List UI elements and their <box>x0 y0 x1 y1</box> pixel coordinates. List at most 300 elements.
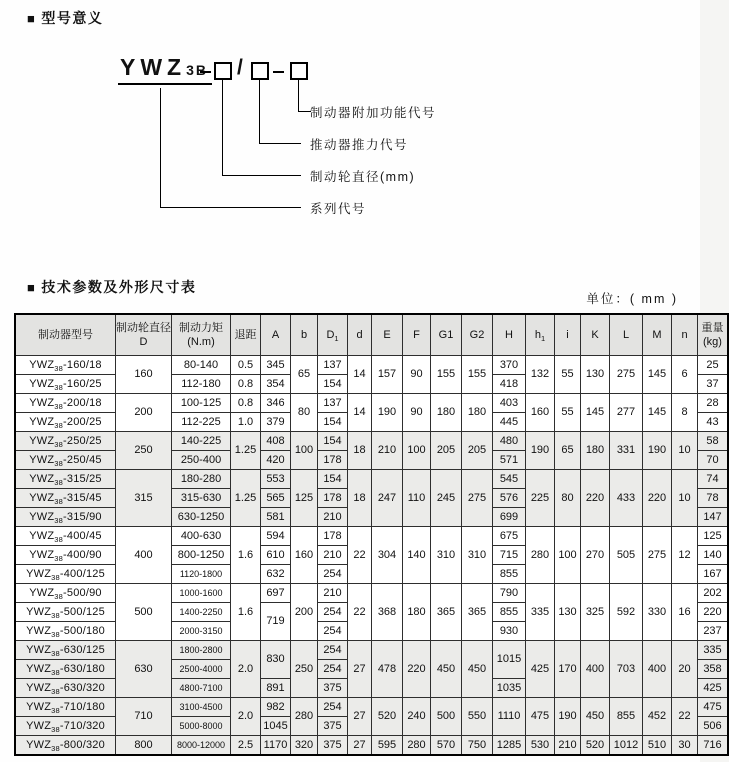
value-cell: 450 <box>431 641 462 698</box>
col-header: 制动力矩 (N.m) <box>172 314 231 356</box>
value-cell: 25 <box>698 356 729 375</box>
value-cell: 210 <box>318 508 348 527</box>
value-cell: 703 <box>610 641 643 698</box>
value-cell: 610 <box>261 546 291 565</box>
value-cell: 2.0 <box>231 698 261 736</box>
value-cell: 10 <box>672 470 698 527</box>
value-cell: 1285 <box>493 736 526 756</box>
diagram-label-thrust-code: 推动器推力代号 <box>310 138 409 152</box>
value-cell: 750 <box>462 736 493 756</box>
value-cell: 65 <box>555 432 581 470</box>
value-cell: 452 <box>643 698 672 736</box>
value-cell: 220 <box>643 470 672 527</box>
value-cell: 100 <box>555 527 581 584</box>
col-header: A <box>261 314 291 356</box>
value-cell: 450 <box>581 698 610 736</box>
value-cell: 250 <box>116 432 172 470</box>
value-cell: 675 <box>493 527 526 546</box>
value-cell: 400 <box>643 641 672 698</box>
value-cell: 697 <box>261 584 291 603</box>
value-cell: 699 <box>493 508 526 527</box>
value-cell: 147 <box>698 508 729 527</box>
value-cell: 370 <box>493 356 526 375</box>
col-header: 制动器型号 <box>15 314 116 356</box>
value-cell: 247 <box>372 470 403 527</box>
value-cell: 592 <box>610 584 643 641</box>
value-cell: 8000-12000 <box>172 736 231 756</box>
value-cell: 155 <box>462 356 493 394</box>
value-cell: 275 <box>610 356 643 394</box>
value-cell: 90 <box>403 356 431 394</box>
value-cell: 1.0 <box>231 413 261 432</box>
value-cell: 280 <box>526 527 555 584</box>
value-cell: 254 <box>318 698 348 717</box>
value-cell: 630-1250 <box>172 508 231 527</box>
model-cell: $YWZ_{38}-500/180$ <box>15 622 116 641</box>
value-cell: 190 <box>643 432 672 470</box>
value-cell: 315-630 <box>172 489 231 508</box>
value-cell: 154 <box>318 470 348 489</box>
table-row <box>15 641 728 660</box>
value-cell: 254 <box>318 660 348 679</box>
value-cell: 190 <box>555 698 581 736</box>
value-cell: 55 <box>555 356 581 394</box>
col-header: $D_1$ <box>318 314 348 356</box>
value-cell: 16 <box>672 584 698 641</box>
value-cell: 1110 <box>493 698 526 736</box>
value-cell: 2000-3150 <box>172 622 231 641</box>
model-cell: $YWZ_{38}-315/90$ <box>15 508 116 527</box>
value-cell: 375 <box>318 717 348 736</box>
value-cell: 280 <box>403 736 431 756</box>
value-cell: 254 <box>318 603 348 622</box>
model-cell: $YWZ_{38}-710/320$ <box>15 717 116 736</box>
model-cell: $YWZ_{38}-400/125$ <box>15 565 116 584</box>
value-cell: 433 <box>610 470 643 527</box>
value-cell: 28 <box>698 394 729 413</box>
model-cell: $YWZ_{38}-315/25$ <box>15 470 116 489</box>
value-cell: 205 <box>431 432 462 470</box>
value-cell: 1170 <box>261 736 291 756</box>
value-cell: 27 <box>348 698 372 736</box>
code-box-diameter <box>214 62 232 80</box>
model-cell: $YWZ_{38}-400/45$ <box>15 527 116 546</box>
value-cell: 716 <box>698 736 729 756</box>
col-header: $h_1$ <box>526 314 555 356</box>
value-cell: 12 <box>672 527 698 584</box>
model-cell: $YWZ_{38}-800/320$ <box>15 736 116 756</box>
value-cell: 2500-4000 <box>172 660 231 679</box>
col-header: G1 <box>431 314 462 356</box>
value-cell: 58 <box>698 432 729 451</box>
value-cell: 14 <box>348 356 372 394</box>
value-cell: 100-125 <box>172 394 231 413</box>
square-bullet-icon: ■ <box>27 280 37 295</box>
value-cell: 400-630 <box>172 527 231 546</box>
value-cell: 14 <box>348 394 372 432</box>
value-cell: 310 <box>462 527 493 584</box>
value-cell: 80 <box>555 470 581 527</box>
value-cell: 505 <box>610 527 643 584</box>
value-cell: 154 <box>318 432 348 451</box>
value-cell: 365 <box>462 584 493 641</box>
value-cell: 632 <box>261 565 291 584</box>
model-series-suffix: 3B <box>186 62 209 78</box>
value-cell: 1000-1600 <box>172 584 231 603</box>
value-cell: 855 <box>493 565 526 584</box>
value-cell: 190 <box>372 394 403 432</box>
col-header: K <box>581 314 610 356</box>
code-box-thrust <box>251 62 269 80</box>
section-title-spec-table <box>27 277 196 297</box>
value-cell: 167 <box>698 565 729 584</box>
value-cell: 310 <box>431 527 462 584</box>
value-cell: 55 <box>555 394 581 432</box>
value-cell: 8 <box>672 394 698 432</box>
value-cell: 500 <box>431 698 462 736</box>
value-cell: 65 <box>291 356 318 394</box>
value-cell: 220 <box>581 470 610 527</box>
value-cell: 790 <box>493 584 526 603</box>
col-header: M <box>643 314 672 356</box>
value-cell: 530 <box>526 736 555 756</box>
value-cell: 154 <box>318 375 348 394</box>
value-cell: 325 <box>581 584 610 641</box>
value-cell: 140 <box>698 546 729 565</box>
model-cell: $YWZ_{38}-160/18$ <box>15 356 116 375</box>
value-cell: 160 <box>526 394 555 432</box>
value-cell: 254 <box>318 641 348 660</box>
value-cell: 445 <box>493 413 526 432</box>
dash-line <box>273 71 284 73</box>
value-cell: 553 <box>261 470 291 489</box>
header-row <box>15 314 728 356</box>
value-cell: 180-280 <box>172 470 231 489</box>
value-cell: 112-180 <box>172 375 231 394</box>
value-cell: 27 <box>348 641 372 698</box>
code-box-function <box>290 62 308 80</box>
col-header: L <box>610 314 643 356</box>
section-title-text: 型号意义 <box>41 10 104 26</box>
value-cell: 245 <box>431 470 462 527</box>
value-cell: 335 <box>698 641 729 660</box>
value-cell: 130 <box>555 584 581 641</box>
value-cell: 335 <box>526 584 555 641</box>
value-cell: 375 <box>318 679 348 698</box>
model-code-text <box>118 54 212 85</box>
model-cell: $YWZ_{38}-250/45$ <box>15 451 116 470</box>
value-cell: 630 <box>116 641 172 698</box>
model-cell: $YWZ_{38}-630/125$ <box>15 641 116 660</box>
value-cell: 1015 <box>493 641 526 679</box>
value-cell: 137 <box>318 356 348 375</box>
diagram-label-wheel-diameter: 制动轮直径(mm) <box>310 170 416 184</box>
value-cell: 18 <box>348 432 372 470</box>
value-cell: 74 <box>698 470 729 489</box>
value-cell: 1800-2800 <box>172 641 231 660</box>
value-cell: 5000-8000 <box>172 717 231 736</box>
value-cell: 800-1250 <box>172 546 231 565</box>
model-series-text: YWZ <box>120 54 187 80</box>
table-row <box>15 432 728 451</box>
slash-separator: / <box>237 56 243 79</box>
value-cell: 10 <box>672 432 698 470</box>
value-cell: 130 <box>581 356 610 394</box>
col-header: b <box>291 314 318 356</box>
value-cell: 275 <box>462 470 493 527</box>
model-cell: $YWZ_{38}-710/180$ <box>15 698 116 717</box>
value-cell: 358 <box>698 660 729 679</box>
value-cell: 475 <box>526 698 555 736</box>
value-cell: 500 <box>116 584 172 641</box>
value-cell: 43 <box>698 413 729 432</box>
value-cell: 450 <box>462 641 493 698</box>
model-cell: $YWZ_{38}-200/18$ <box>15 394 116 413</box>
table-row <box>15 356 728 375</box>
value-cell: 18 <box>348 470 372 527</box>
value-cell: 1.25 <box>231 470 261 527</box>
unit-label: 单位：( mm ) <box>586 292 678 306</box>
dash-line <box>200 71 211 73</box>
value-cell: 0.8 <box>231 394 261 413</box>
value-cell: 155 <box>431 356 462 394</box>
value-cell: 891 <box>261 679 291 698</box>
model-cell: $YWZ_{38}-630/180$ <box>15 660 116 679</box>
value-cell: 145 <box>643 356 672 394</box>
col-header: 制动轮直径 D <box>116 314 172 356</box>
value-cell: 595 <box>372 736 403 756</box>
value-cell: 90 <box>403 394 431 432</box>
value-cell: 1.6 <box>231 584 261 641</box>
value-cell: 210 <box>555 736 581 756</box>
value-cell: 418 <box>493 375 526 394</box>
value-cell: 110 <box>403 470 431 527</box>
table-row <box>15 584 728 603</box>
value-cell: 570 <box>431 736 462 756</box>
value-cell: 78 <box>698 489 729 508</box>
col-header: 退距 <box>231 314 261 356</box>
value-cell: 22 <box>672 698 698 736</box>
value-cell: 180 <box>581 432 610 470</box>
value-cell: 157 <box>372 356 403 394</box>
value-cell: 478 <box>372 641 403 698</box>
value-cell: 581 <box>261 508 291 527</box>
value-cell: 254 <box>318 622 348 641</box>
value-cell: 202 <box>698 584 729 603</box>
value-cell: 20 <box>672 641 698 698</box>
value-cell: 277 <box>610 394 643 432</box>
value-cell: 346 <box>261 394 291 413</box>
col-header: i <box>555 314 581 356</box>
value-cell: 510 <box>643 736 672 756</box>
value-cell: 520 <box>372 698 403 736</box>
value-cell: 1035 <box>493 679 526 698</box>
value-cell: 1.6 <box>231 527 261 584</box>
value-cell: 160 <box>116 356 172 394</box>
value-cell: 345 <box>261 356 291 375</box>
col-header: n <box>672 314 698 356</box>
value-cell: 178 <box>318 527 348 546</box>
value-cell: 855 <box>493 603 526 622</box>
value-cell: 506 <box>698 717 729 736</box>
value-cell: 710 <box>116 698 172 736</box>
value-cell: 2.0 <box>231 641 261 698</box>
value-cell: 0.5 <box>231 356 261 375</box>
value-cell: 160 <box>291 527 318 584</box>
value-cell: 180 <box>403 584 431 641</box>
value-cell: 375 <box>318 736 348 756</box>
value-cell: 331 <box>610 432 643 470</box>
value-cell: 365 <box>431 584 462 641</box>
spec-table <box>14 313 729 756</box>
value-cell: 6 <box>672 356 698 394</box>
value-cell: 354 <box>261 375 291 394</box>
value-cell: 1045 <box>261 717 291 736</box>
value-cell: 270 <box>581 527 610 584</box>
model-cell: $YWZ_{38}-160/25$ <box>15 375 116 394</box>
value-cell: 715 <box>493 546 526 565</box>
value-cell: 125 <box>698 527 729 546</box>
value-cell: 250 <box>291 641 318 698</box>
value-cell: 576 <box>493 489 526 508</box>
value-cell: 330 <box>643 584 672 641</box>
value-cell: 280 <box>291 698 318 736</box>
value-cell: 237 <box>698 622 729 641</box>
value-cell: 408 <box>261 432 291 451</box>
value-cell: 420 <box>261 451 291 470</box>
model-cell: $YWZ_{38}-250/25$ <box>15 432 116 451</box>
value-cell: 403 <box>493 394 526 413</box>
value-cell: 400 <box>116 527 172 584</box>
value-cell: 200 <box>291 584 318 641</box>
value-cell: 180 <box>462 394 493 432</box>
model-cell: $YWZ_{38}-200/25$ <box>15 413 116 432</box>
value-cell: 930 <box>493 622 526 641</box>
value-cell: 140-225 <box>172 432 231 451</box>
table-row <box>15 470 728 489</box>
value-cell: 132 <box>526 356 555 394</box>
value-cell: 240 <box>403 698 431 736</box>
value-cell: 425 <box>698 679 729 698</box>
value-cell: 1012 <box>610 736 643 756</box>
section-title-text: 技术参数及外形尺寸表 <box>41 279 197 295</box>
value-cell: 0.8 <box>231 375 261 394</box>
value-cell: 475 <box>698 698 729 717</box>
value-cell: 379 <box>261 413 291 432</box>
value-cell: 220 <box>698 603 729 622</box>
value-cell: 304 <box>372 527 403 584</box>
value-cell: 571 <box>493 451 526 470</box>
model-cell: $YWZ_{38}-400/90$ <box>15 546 116 565</box>
value-cell: 275 <box>643 527 672 584</box>
value-cell: 80-140 <box>172 356 231 375</box>
value-cell: 210 <box>372 432 403 470</box>
value-cell: 480 <box>493 432 526 451</box>
value-cell: 178 <box>318 489 348 508</box>
value-cell: 550 <box>462 698 493 736</box>
value-cell: 190 <box>526 432 555 470</box>
model-cell: $YWZ_{38}-315/45$ <box>15 489 116 508</box>
value-cell: 425 <box>526 641 555 698</box>
connector-thrust-line <box>259 80 301 144</box>
value-cell: 545 <box>493 470 526 489</box>
value-cell: 125 <box>291 470 318 527</box>
value-cell: 4800-7100 <box>172 679 231 698</box>
value-cell: 982 <box>261 698 291 717</box>
col-header: F <box>403 314 431 356</box>
value-cell: 100 <box>403 432 431 470</box>
value-cell: 27 <box>348 736 372 756</box>
value-cell: 1400-2250 <box>172 603 231 622</box>
diagram-label-series-code: 系列代号 <box>310 202 367 216</box>
value-cell: 225 <box>526 470 555 527</box>
col-header: H <box>493 314 526 356</box>
spec-table-body <box>15 356 728 756</box>
value-cell: 154 <box>318 413 348 432</box>
value-cell: 220 <box>403 641 431 698</box>
value-cell: 315 <box>116 470 172 527</box>
value-cell: 210 <box>318 546 348 565</box>
value-cell: 1.25 <box>231 432 261 470</box>
value-cell: 145 <box>581 394 610 432</box>
col-header: E <box>372 314 403 356</box>
col-header: d <box>348 314 372 356</box>
value-cell: 200 <box>116 394 172 432</box>
value-cell: 520 <box>581 736 610 756</box>
model-cell: $YWZ_{38}-630/320$ <box>15 679 116 698</box>
value-cell: 594 <box>261 527 291 546</box>
value-cell: 320 <box>291 736 318 756</box>
value-cell: 170 <box>555 641 581 698</box>
value-cell: 22 <box>348 584 372 641</box>
table-row <box>15 736 728 756</box>
col-header: 重量 (kg) <box>698 314 729 356</box>
value-cell: 112-225 <box>172 413 231 432</box>
value-cell: 400 <box>581 641 610 698</box>
value-cell: 180 <box>431 394 462 432</box>
model-code-diagram <box>0 0 700 260</box>
value-cell: 254 <box>318 565 348 584</box>
value-cell: 205 <box>462 432 493 470</box>
col-header: G2 <box>462 314 493 356</box>
model-cell: $YWZ_{38}-500/90$ <box>15 584 116 603</box>
value-cell: 145 <box>643 394 672 432</box>
value-cell: 800 <box>116 736 172 756</box>
diagram-label-function-code: 制动器附加功能代号 <box>310 106 437 120</box>
value-cell: 719 <box>261 603 291 641</box>
value-cell: 1120-1800 <box>172 565 231 584</box>
model-cell: $YWZ_{38}-500/125$ <box>15 603 116 622</box>
value-cell: 565 <box>261 489 291 508</box>
value-cell: 3100-4500 <box>172 698 231 717</box>
value-cell: 80 <box>291 394 318 432</box>
value-cell: 137 <box>318 394 348 413</box>
value-cell: 855 <box>610 698 643 736</box>
value-cell: 140 <box>403 527 431 584</box>
value-cell: 830 <box>261 641 291 679</box>
table-row <box>15 698 728 717</box>
value-cell: 100 <box>291 432 318 470</box>
value-cell: 2.5 <box>231 736 261 756</box>
table-row <box>15 394 728 413</box>
spec-table-head <box>15 314 728 356</box>
value-cell: 250-400 <box>172 451 231 470</box>
square-bullet-icon: ■ <box>27 11 37 26</box>
value-cell: 210 <box>318 584 348 603</box>
value-cell: 30 <box>672 736 698 756</box>
value-cell: 70 <box>698 451 729 470</box>
value-cell: 368 <box>372 584 403 641</box>
